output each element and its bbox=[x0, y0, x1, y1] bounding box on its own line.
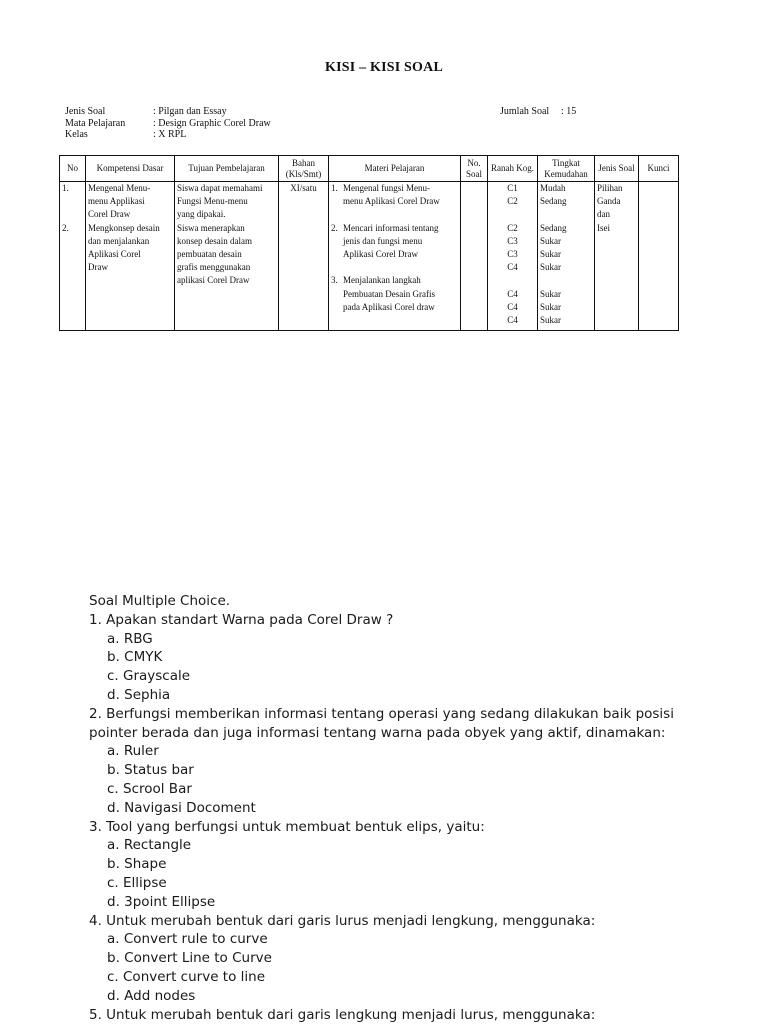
jumlah-value: : 15 bbox=[561, 106, 577, 117]
question-2-cont: pointer berada dan juga informasi tentang warna pada obyek yang aktif, dinamakan: bbox=[89, 724, 666, 741]
meta-value: : Pilgan dan Essay bbox=[153, 106, 227, 117]
option: c. Convert curve to line bbox=[107, 968, 265, 985]
option: a. Ruler bbox=[107, 743, 159, 760]
materi-text: Menjalankan langkah Pembuatan Desain Grafis pada Aplikasi Corel draw bbox=[343, 275, 435, 312]
tingkat-group-3: Sukar Sukar Sukar bbox=[540, 288, 561, 325]
question-2: 2. Berfungsi memberikan informasi tentang operasi yang sedang dilakukan baik posisi bbox=[89, 705, 674, 722]
materi-num: 1. bbox=[331, 183, 338, 193]
ranah-group-2: C2 C3 C3 C4 bbox=[507, 222, 518, 273]
spacer bbox=[62, 195, 83, 208]
no-1: 1. bbox=[62, 183, 69, 193]
spacer bbox=[540, 208, 592, 221]
header-no-soal: No. Soal bbox=[461, 156, 488, 182]
meta-value: : Design Graphic Corel Draw bbox=[153, 117, 271, 129]
soal-section bbox=[89, 592, 674, 1024]
ranah-group-1: C1 C2 bbox=[507, 183, 518, 207]
header-no: No bbox=[60, 156, 86, 182]
soal-heading: Soal Multiple Choice. bbox=[89, 593, 231, 609]
meta-label: Jenis Soal bbox=[65, 106, 106, 117]
header-materi: Materi Pelajaran bbox=[329, 156, 461, 182]
question-3: 3. Tool yang berfungsi untuk membuat bentuk elips, yaitu: bbox=[89, 818, 485, 835]
materi-num: 2. bbox=[331, 222, 338, 233]
tingkat-group-1: Mudah Sedang bbox=[540, 183, 567, 207]
option: c. Ellipse bbox=[107, 874, 167, 891]
kisi-table bbox=[59, 155, 679, 331]
table-row bbox=[60, 182, 679, 331]
question-5: 5. Untuk merubah bentuk dari garis lengkung menjadi lurus, menggunaka: bbox=[89, 1006, 596, 1023]
option: d. 3point Ellipse bbox=[107, 893, 216, 910]
option: b. Status bar bbox=[107, 762, 194, 779]
header-kunci: Kunci bbox=[639, 156, 679, 182]
cell-no bbox=[60, 182, 86, 331]
header-tujuan: Tujuan Pembelajaran bbox=[175, 156, 279, 182]
header-kompetensi: Kompetensi Dasar bbox=[86, 156, 175, 182]
cell-kunci bbox=[639, 182, 679, 331]
table-header-row bbox=[60, 156, 679, 182]
jenis-value: Pilihan Ganda dan Isei bbox=[597, 183, 623, 233]
question-4: 4. Untuk merubah bentuk dari garis lurus menjadi lengkung, menggunaka: bbox=[89, 912, 596, 929]
header-tingkat: Tingkat Kemudahan bbox=[538, 156, 595, 182]
materi-num: 3. bbox=[331, 275, 338, 286]
materi-item-1 bbox=[331, 182, 458, 208]
option: b. Shape bbox=[107, 856, 167, 873]
option: d. Add nodes bbox=[107, 987, 196, 1004]
cell-tingkat bbox=[538, 182, 595, 331]
header-jenis: Jenis Soal bbox=[595, 156, 639, 182]
option: d. Navigasi Docoment bbox=[107, 799, 256, 816]
option: b. Convert Line to Curve bbox=[107, 950, 272, 967]
jumlah-soal bbox=[500, 106, 576, 118]
materi-item-2 bbox=[331, 222, 458, 262]
meta-label: Kelas bbox=[65, 129, 88, 140]
spacer bbox=[62, 208, 83, 221]
cell-ranah bbox=[488, 182, 538, 331]
option: c. Scrool Bar bbox=[107, 780, 192, 797]
meta-label: Mata Pelajaran bbox=[65, 117, 126, 129]
option: a. Convert rule to curve bbox=[107, 931, 268, 948]
meta-row-jenis-soal bbox=[65, 106, 271, 118]
page-title: KISI – KISI SOAL bbox=[325, 60, 443, 75]
spacer bbox=[540, 274, 592, 287]
spacer bbox=[331, 261, 458, 274]
cell-kompetensi bbox=[86, 182, 175, 331]
option: b. CMYK bbox=[107, 649, 163, 666]
jumlah-label: Jumlah Soal bbox=[500, 106, 550, 117]
option: a. Rectangle bbox=[107, 837, 192, 854]
ranah-group-3: C4 C4 C4 bbox=[507, 288, 518, 325]
spacer bbox=[490, 208, 535, 221]
cell-materi bbox=[329, 182, 461, 331]
meta-row-kelas bbox=[65, 129, 271, 141]
question-1: 1. Apakan standart Warna pada Corel Draw ? bbox=[89, 611, 394, 628]
meta-value: : X RPL bbox=[153, 129, 187, 140]
cell-jenis bbox=[595, 182, 639, 331]
meta-row-mata-pelajaran bbox=[65, 118, 271, 130]
header-ranah: Ranah Kog. bbox=[488, 156, 538, 182]
header-bahan: Bahan (Kls/Smt) bbox=[279, 156, 329, 182]
option: d. Sephia bbox=[107, 686, 171, 703]
option: a. RBG bbox=[107, 630, 153, 647]
kompetensi-1: Mengenal Menu- menu Applikasi Corel Draw bbox=[88, 183, 151, 220]
tujuan-1: Siswa dapat memahami Fungsi Menu-menu yang dipakai. bbox=[177, 183, 263, 220]
spacer bbox=[490, 274, 535, 287]
no-2: 2. bbox=[62, 222, 69, 233]
cell-tujuan bbox=[175, 182, 279, 331]
meta-info bbox=[65, 106, 271, 141]
materi-item-3 bbox=[331, 274, 458, 314]
materi-text: Mencari informasi tentang jenis dan fungsi menu Aplikasi Corel Draw bbox=[343, 222, 439, 259]
spacer bbox=[331, 208, 458, 221]
kompetensi-2: Mengkonsep desain dan menjalankan Aplikasi Corel Draw bbox=[88, 222, 160, 273]
bahan-value: XI/satu bbox=[290, 183, 317, 193]
cell-bahan bbox=[279, 182, 329, 331]
option: c. Grayscale bbox=[107, 668, 191, 685]
materi-text: Mengenal fungsi Menu- menu Aplikasi Corel Draw bbox=[343, 183, 440, 207]
cell-no-soal bbox=[461, 182, 488, 331]
tujuan-2: Siswa menerapkan konsep desain dalam pembuatan desain grafis menggunakan aplikasi Corel Draw bbox=[177, 222, 252, 286]
tingkat-group-2: Sedang Sukar Sukar Sukar bbox=[540, 222, 567, 273]
